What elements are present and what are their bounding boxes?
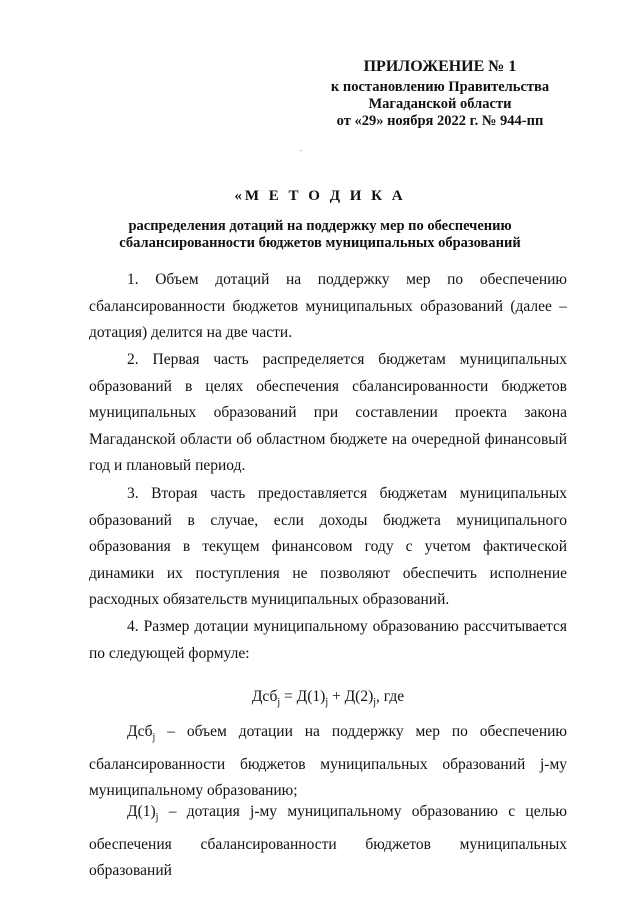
definition-1 <box>89 719 567 805</box>
definition-1-text: – объем дотации на поддержку мер по обеспечению сбалансированности бюджетов муниципальных образований j-му муниципальному образованию; <box>89 723 567 800</box>
appendix-header <box>300 58 580 130</box>
scan-speck <box>300 150 302 151</box>
paragraph-1: 1. Объем дотаций на поддержку мер по обеспечению сбалансированности бюджетов муниципальных образований (далее – дотация) делится на две части. <box>89 271 567 341</box>
appendix-line-2: Магаданской области <box>368 96 512 112</box>
definition-1-sub: j <box>152 732 156 744</box>
paragraph-3: 3. Вторая часть предоставляется бюджетам муниципальных образований в случае, если доходы бюджета муниципального образования в текущем финансовом году с учетом фактической динамики их поступления не позволяют обеспечить исполнение расходных обязательств муниципальных образований. <box>89 485 567 608</box>
formula-plus: + Д(2) <box>328 688 374 705</box>
title-subtitle-2: сбалансированности бюджетов муниципальных образований <box>119 235 521 251</box>
formula-lhs: Дсб <box>251 688 278 705</box>
paragraph-4: 4. Размер дотации муниципальному образованию рассчитывается по следующей формуле: <box>89 618 567 662</box>
definition-2-sub: j <box>155 812 159 824</box>
document-title <box>60 188 580 252</box>
formula-eq: = Д(1) <box>280 688 326 705</box>
appendix-line-3: от «29» ноября 2022 г. № 944-пп <box>336 113 544 129</box>
definition-1-term: Дсб <box>127 723 153 740</box>
paragraph-2: 2. Первая часть распределяется бюджетам муниципальных образований в целях обеспечения сбалансированности бюджетов муниципальных образований при составлении проекта закона Магаданской области об областном бюджете на очередной финансовый год и плановый период. <box>89 351 567 474</box>
definition-2-term: Д(1) <box>127 803 156 820</box>
formula <box>89 688 567 708</box>
formula-tail: , где <box>376 688 405 705</box>
appendix-line-1: к постановлению Правительства <box>330 79 550 95</box>
formula-lhs-sub: j <box>277 697 281 709</box>
appendix-title: ПРИЛОЖЕНИЕ № 1 <box>363 58 517 75</box>
definition-2 <box>89 799 567 885</box>
formula-t2-sub: j <box>373 697 377 709</box>
title-main: «М Е Т О Д И К А <box>234 188 406 204</box>
formula-t1-sub: j <box>325 697 329 709</box>
title-subtitle-1: распределения дотаций на поддержку мер по обеспечению <box>128 218 512 234</box>
definition-2-text: – дотация j-му муниципальному образованию с целью обеспечения сбалансированности бюджетов муниципальных образований <box>89 803 567 880</box>
